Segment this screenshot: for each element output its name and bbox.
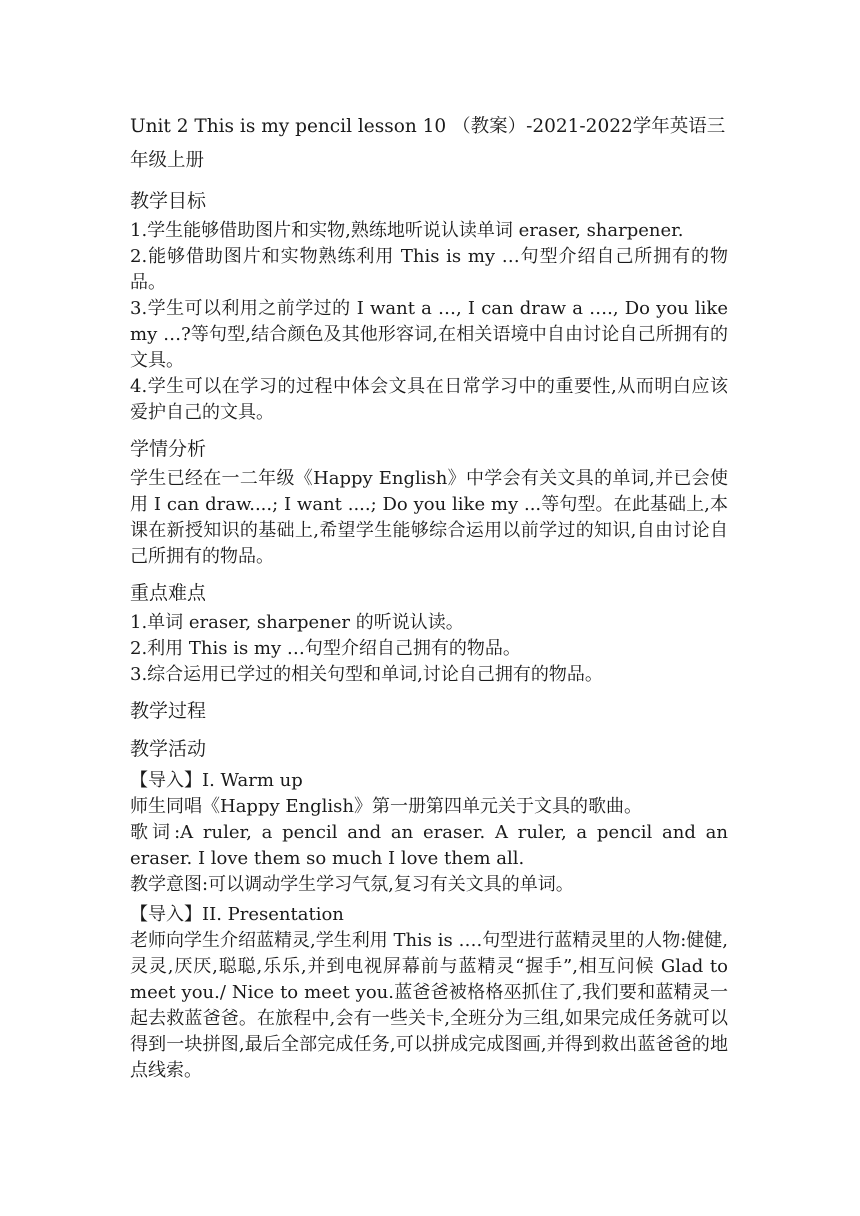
objective-item: 3.学生可以利用之前学过的 I want a …, I can draw a …., Do you like my …?等句型,结合颜色及其他形容词,在相关语境中自由讨论自己所拥有的文具。 bbox=[130, 298, 728, 371]
objective-item: 1.学生能够借助图片和实物,熟练地听说认读单词 eraser, sharpener. bbox=[130, 220, 684, 241]
key-point-item: 2.利用 This is my …句型介绍自己拥有的物品。 bbox=[130, 638, 521, 659]
objective-item: 4.学生可以在学习的过程中体会文具在日常学习中的重要性,从而明白应该爱护自己的文具。 bbox=[130, 376, 728, 423]
warmup-label-bracket: 【导入】 bbox=[130, 770, 202, 791]
presentation-paragraph: 老师向学生介绍蓝精灵,学生利用 This is ….句型进行蓝精灵里的人物:健健,灵灵,厌厌,聪聪,乐乐,并到电视屏幕前与蓝精灵“握手”,相互问候 Glad to meet you./ Nice to meet you.蓝爸爸被格格巫抓住了,我们要和蓝精灵一起去救蓝爸爸。在旅程中,会有一些关卡,全班分为三组,如果完成任务就可以得到一块拼图,最后全部完成任务,可以拼成完成图画,并得到救出蓝爸爸的地点线索。 bbox=[130, 930, 728, 1081]
key-point-item: 3.综合运用已学过的相关句型和单词,讨论自己拥有的物品。 bbox=[130, 664, 603, 685]
document-page bbox=[130, 110, 728, 1084]
objective-item: 2.能够借助图片和实物熟练利用 This is my …句型介绍自己所拥有的物品。 bbox=[130, 246, 728, 293]
document-title: Unit 2 This is my pencil lesson 10 （教案）-2021-2022学年英语三年级上册 bbox=[130, 116, 726, 171]
heading-process: 教学过程 bbox=[130, 700, 207, 722]
heading-analysis: 学情分析 bbox=[130, 438, 207, 460]
heading-key-points: 重点难点 bbox=[130, 582, 207, 604]
analysis-paragraph: 学生已经在一二年级《Happy English》中学会有关文具的单词,并已会使用 I can draw....; I want ....; Do you like my ...等句型。在此基础上,本课在新授知识的基础上,希望学生能够综合运用以前学过的知识,自由讨论自己所拥有的物品。 bbox=[130, 468, 728, 567]
warmup-line: 师生同唱《Happy English》第一册第四单元关于文具的歌曲。 bbox=[130, 796, 642, 817]
warmup-label bbox=[130, 768, 728, 794]
key-point-item: 1.单词 eraser, sharpener 的听说认读。 bbox=[130, 612, 464, 633]
warmup-line: 教学意图:可以调动学生学习气氛,复习有关文具的单词。 bbox=[130, 874, 574, 895]
heading-activities: 教学活动 bbox=[130, 738, 207, 760]
presentation-label-text: II. Presentation bbox=[202, 904, 344, 925]
presentation-label bbox=[130, 902, 728, 928]
presentation-label-bracket: 【导入】 bbox=[130, 904, 202, 925]
heading-objectives: 教学目标 bbox=[130, 190, 207, 212]
warmup-line: 歌词:A ruler, a pencil and an eraser. A ruler, a pencil and an eraser. I love them so much I love them all. bbox=[130, 822, 728, 869]
warmup-label-text: I. Warm up bbox=[202, 770, 303, 791]
